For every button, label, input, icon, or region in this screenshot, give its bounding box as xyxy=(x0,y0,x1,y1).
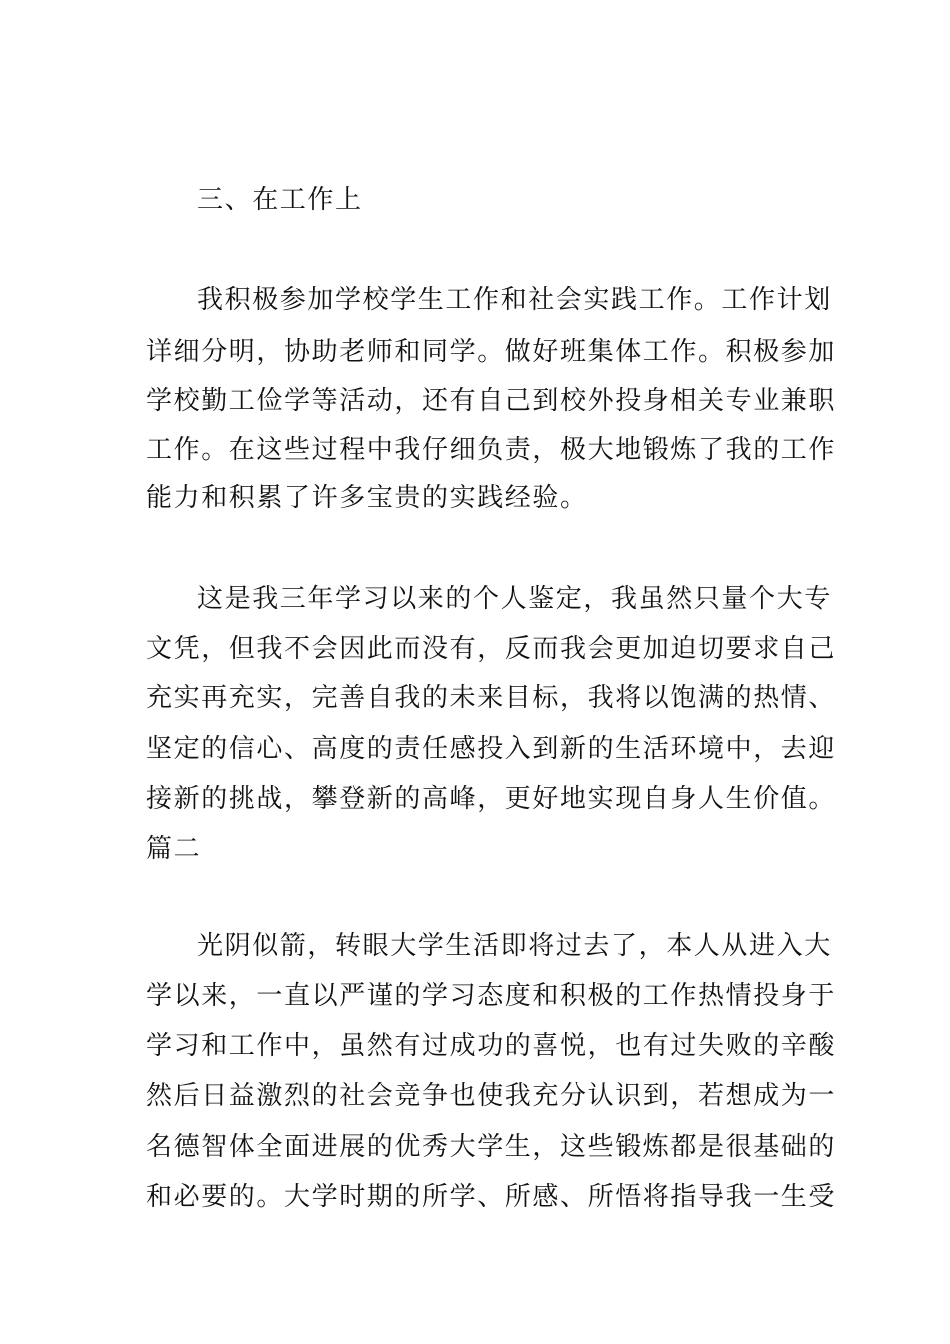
paragraph-line: 名德智体全面进展的优秀大学生，这些锻炼都是很基础的 xyxy=(146,1132,837,1162)
paragraph-line: 详细分明，协助老师和同学。做好班集体工作。积极参加 xyxy=(146,337,837,367)
paragraph-line: 学以来，一直以严谨的学习态度和积极的工作热情投身于 xyxy=(146,981,837,1011)
part-heading: 篇二 xyxy=(146,834,202,864)
paragraph-line: 充实再充实，完善自我的未来目标，我将以饱满的热情、 xyxy=(146,683,837,713)
paragraph-line: 接新的挑战，攀登新的高峰，更好地实现自身人生价值。 xyxy=(146,784,837,814)
paragraph-line: 然后日益激烈的社会竞争也使我充分认识到，若想成为一 xyxy=(146,1081,837,1111)
paragraph-line: 文凭，但我不会因此而没有，反而我会更加迫切要求自己 xyxy=(146,634,837,664)
paragraph-line: 能力和积累了许多宝贵的实践经验。 xyxy=(146,483,588,513)
section-heading: 三、在工作上 xyxy=(197,185,363,215)
paragraph-line: 学习和工作中，虽然有过成功的喜悦，也有过失败的辛酸 xyxy=(146,1031,837,1061)
paragraph-line: 学校勤工俭学等活动，还有自己到校外投身相关专业兼职 xyxy=(146,386,837,416)
paragraph-line: 和必要的。大学时期的所学、所感、所悟将指导我一生受 xyxy=(146,1182,837,1212)
paragraph-line: 工作。在这些过程中我仔细负责，极大地锻炼了我的工作 xyxy=(146,435,837,465)
paragraph-line: 坚定的信心、高度的责任感投入到新的生活环境中，去迎 xyxy=(146,734,837,764)
paragraph-line: 这是我三年学习以来的个人鉴定，我虽然只量个大专 xyxy=(197,584,832,614)
paragraph-line: 光阴似箭，转眼大学生活即将过去了，本人从进入大 xyxy=(197,931,832,961)
paragraph-line: 我积极参加学校学生工作和社会实践工作。工作计划 xyxy=(197,285,832,315)
